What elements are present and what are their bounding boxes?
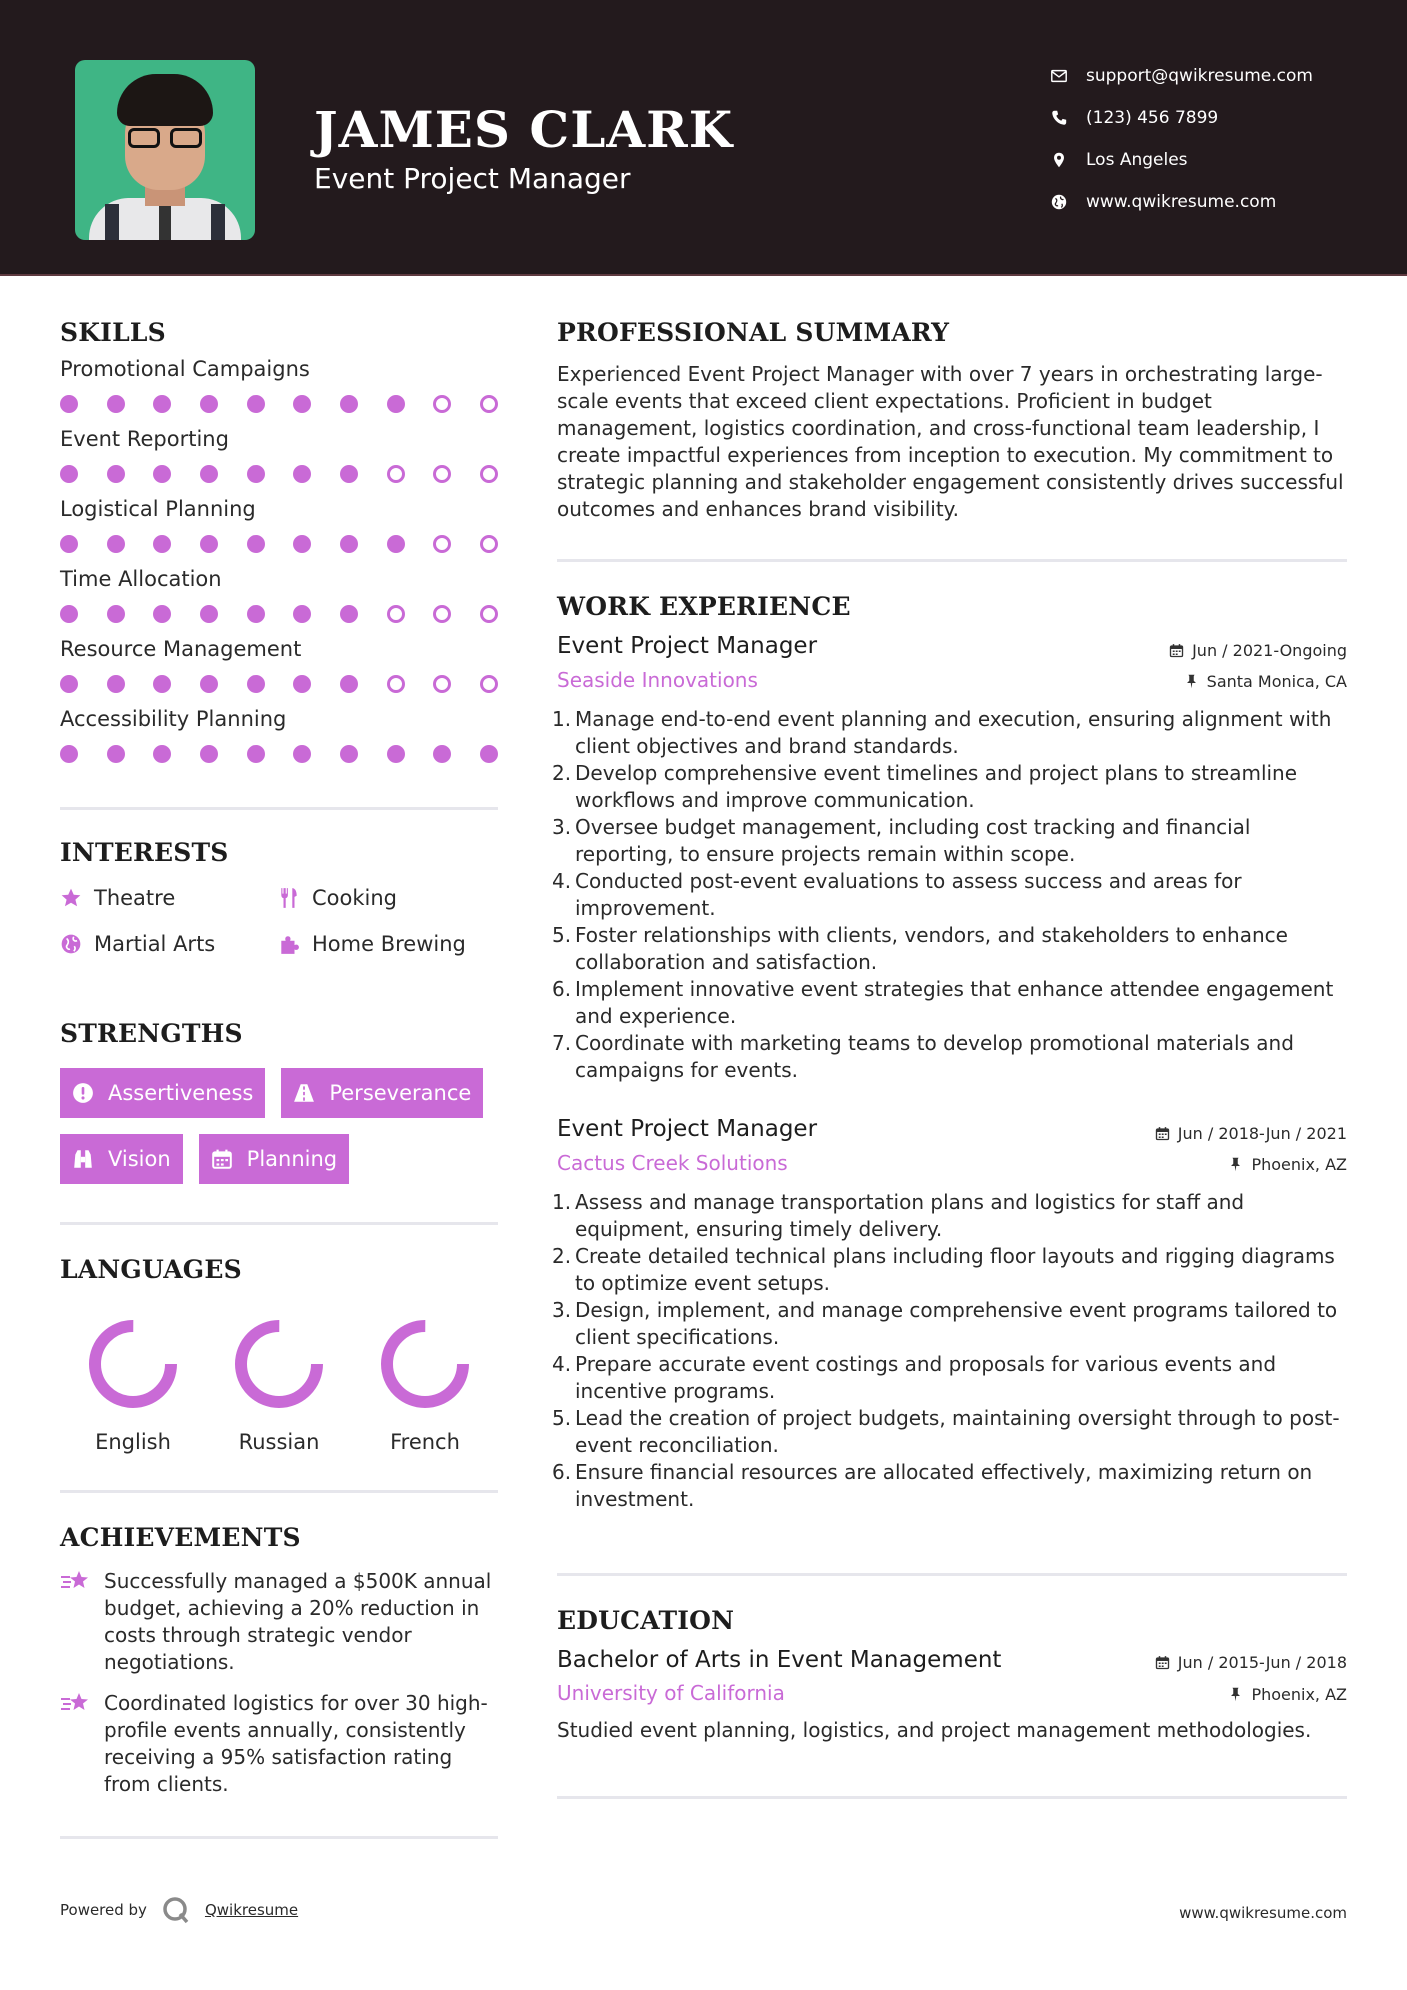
rating-dot-empty (433, 605, 451, 623)
job-location-text: Phoenix, AZ (1251, 1155, 1347, 1174)
language-label: Russian (238, 1430, 320, 1454)
rating-dot-filled (247, 675, 265, 693)
envelope-icon (1050, 67, 1068, 85)
education-school: University of California (557, 1681, 785, 1705)
phone-icon (1050, 109, 1068, 127)
language-item (352, 1316, 498, 1454)
qwikresume-logo-icon (161, 1895, 191, 1925)
rating-dot-filled (247, 395, 265, 413)
job-bullets (552, 1189, 1347, 1513)
skill-name: Resource Management (60, 637, 302, 661)
job-entry (552, 633, 1347, 1084)
rating-dot-filled (387, 745, 405, 763)
rating-dot-filled (153, 745, 171, 763)
rating-dot-filled (340, 535, 358, 553)
section-divider (557, 1796, 1347, 1799)
skill-name: Promotional Campaigns (60, 357, 310, 381)
rating-dot-filled (293, 535, 311, 553)
rating-dot-filled (200, 605, 218, 623)
job-bullet: 3. Design, implement, and manage comprehensive event programs tailored to client specifications. (552, 1298, 1338, 1349)
job-bullet: 4. Conducted post-event evaluations to assess success and areas for improvement. (552, 869, 1242, 920)
strength-tag (60, 1068, 265, 1118)
utensils-icon (278, 887, 300, 909)
strength-label: Planning (246, 1147, 338, 1171)
rating-dot-filled (60, 745, 78, 763)
interest-item (278, 931, 498, 957)
rating-dot-empty (387, 605, 405, 623)
shooting-star-icon (60, 1568, 94, 1594)
rating-dot-empty (433, 395, 451, 413)
work-title: WORK EXPERIENCE (557, 592, 851, 621)
section-divider (60, 807, 498, 810)
rating-dot-filled (293, 675, 311, 693)
rating-dot-filled (387, 535, 405, 553)
strengths-title: STRENGTHS (60, 1019, 243, 1048)
powered-by-label: Powered by (60, 1901, 147, 1919)
rating-dot-empty (387, 675, 405, 693)
rating-dot-empty (480, 605, 498, 623)
interest-item (60, 931, 278, 957)
pushpin-icon (1228, 1157, 1243, 1172)
contact-website-text: www.qwikresume.com (1086, 192, 1277, 212)
skill-rating (60, 465, 498, 483)
contact-phone[interactable] (1050, 97, 1380, 139)
rating-dot-empty (480, 675, 498, 693)
rating-dot-empty (387, 465, 405, 483)
education-dates-text: Jun / 2015-Jun / 2018 (1177, 1653, 1347, 1672)
globe-icon (1050, 193, 1068, 211)
section-divider (60, 1836, 498, 1839)
rating-dot-filled (340, 465, 358, 483)
rating-dot-filled (107, 675, 125, 693)
section-divider (557, 559, 1347, 562)
skill-rating (60, 605, 498, 623)
interest-item (60, 885, 278, 911)
rating-dot-filled (107, 465, 125, 483)
job-bullet: 2. Create detailed technical plans including floor layouts and rigging diagrams to optimize event setups. (552, 1244, 1335, 1295)
language-level-ring (377, 1316, 473, 1412)
interest-label: Home Brewing (312, 932, 466, 956)
rating-dot-empty (480, 395, 498, 413)
contact-email[interactable] (1050, 55, 1380, 97)
skill-rating (60, 395, 498, 413)
rating-dot-empty (433, 535, 451, 553)
skills-list (60, 357, 498, 763)
contact-website[interactable] (1050, 181, 1380, 223)
education-title: EDUCATION (557, 1606, 735, 1635)
skill-rating (60, 675, 498, 693)
rating-dot-filled (247, 745, 265, 763)
qwikresume-link[interactable]: Qwikresume (204, 1901, 299, 1919)
languages-title: LANGUAGES (60, 1255, 242, 1284)
education-degree: Bachelor of Arts in Event Management (557, 1647, 1002, 1673)
language-level-ring (85, 1316, 181, 1412)
rating-dot-filled (200, 675, 218, 693)
contact-email-text: support@qwikresume.com (1086, 66, 1313, 86)
job-company: Seaside Innovations (557, 668, 758, 692)
summary-text: Experienced Event Project Manager with over 7 years in orchestrating large-scale events that exceed client expectations. Proficient in budget management, logistics coordination, and cross-functional team leadership, I create impactful experiences from inception to execution. My commitment to strategic planning and stakeholder engagement consistently drives successful outcomes and enhances brand visibility. (557, 362, 1344, 521)
exclamation-circle-icon (72, 1082, 94, 1104)
education-entry (557, 1647, 1347, 1744)
strength-tag (60, 1134, 183, 1184)
job-bullets (552, 706, 1347, 1084)
pushpin-icon (1184, 674, 1199, 689)
job-title: Event Project Manager (557, 1116, 818, 1142)
rating-dot-filled (340, 675, 358, 693)
strengths-list (60, 1068, 498, 1184)
rating-dot-filled (60, 535, 78, 553)
job-bullet: 4. Prepare accurate event costings and proposals for various events and incentive programs. (552, 1352, 1277, 1403)
rating-dot-filled (153, 395, 171, 413)
footer-powered-by (60, 1895, 298, 1925)
job-company: Cactus Creek Solutions (557, 1151, 788, 1175)
job-bullet: 1. Manage end-to-end event planning and execution, ensuring alignment with client objectives and brand standards. (552, 707, 1332, 758)
binoculars-icon (72, 1148, 94, 1170)
job-bullet: 5. Foster relationships with clients, vendors, and stakeholders to enhance collaboration and satisfaction. (552, 923, 1288, 974)
contact-location (1050, 139, 1380, 181)
interest-label: Cooking (312, 886, 397, 910)
candidate-name: JAMES CLARK (314, 100, 734, 159)
rating-dot-filled (107, 395, 125, 413)
rating-dot-filled (200, 745, 218, 763)
rating-dot-filled (293, 395, 311, 413)
rating-dot-filled (480, 745, 498, 763)
job-location (1228, 1155, 1347, 1174)
skill-name: Logistical Planning (60, 497, 256, 521)
education-dates (1155, 1653, 1347, 1672)
section-divider (60, 1222, 498, 1225)
rating-dot-empty (433, 465, 451, 483)
achievement-text: Coordinated logistics for over 30 high-profile events annually, consistently receiving a 95% satisfaction rating from clients. (104, 1691, 488, 1796)
rating-dot-filled (293, 605, 311, 623)
section-divider (557, 1573, 1347, 1576)
rating-dot-filled (247, 535, 265, 553)
rating-dot-empty (480, 535, 498, 553)
job-bullet: 2. Develop comprehensive event timelines and project plans to streamline workflows and improve communication. (552, 761, 1298, 812)
rating-dot-filled (340, 745, 358, 763)
skill-name: Accessibility Planning (60, 707, 287, 731)
footer-website[interactable]: www.qwikresume.com (1179, 1904, 1347, 1922)
shooting-star-icon (60, 1690, 94, 1716)
interest-item (278, 885, 498, 911)
rating-dot-filled (200, 465, 218, 483)
language-item (206, 1316, 352, 1454)
location-pin-icon (1050, 151, 1068, 169)
job-title: Event Project Manager (557, 633, 818, 659)
profile-photo (75, 60, 255, 240)
job-location (1184, 672, 1347, 691)
left-column (60, 318, 498, 1839)
job-bullet: 6. Ensure financial resources are allocated effectively, maximizing return on investment. (552, 1460, 1313, 1511)
job-dates-text: Jun / 2018-Jun / 2021 (1177, 1124, 1347, 1143)
rating-dot-filled (387, 395, 405, 413)
candidate-role: Event Project Manager (314, 162, 631, 195)
job-dates-text: Jun / 2021-Ongoing (1192, 641, 1347, 660)
skills-title: SKILLS (60, 318, 166, 347)
language-label: French (390, 1430, 460, 1454)
interest-label: Martial Arts (94, 932, 216, 956)
job-dates (1155, 1124, 1347, 1143)
rating-dot-filled (433, 745, 451, 763)
achievements-title: ACHIEVEMENTS (60, 1523, 301, 1552)
education-description: Studied event planning, logistics, and project management methodologies. (557, 1718, 1312, 1742)
languages-list (60, 1316, 498, 1454)
skill-rating (60, 745, 498, 763)
contact-location-text: Los Angeles (1086, 150, 1188, 170)
job-bullet: 5. Lead the creation of project budgets, maintaining oversight through to post-event reconciliation. (552, 1406, 1340, 1457)
contact-list (1050, 55, 1380, 223)
star-icon (60, 887, 82, 909)
rating-dot-filled (340, 395, 358, 413)
rating-dot-filled (107, 745, 125, 763)
interests-title: INTERESTS (60, 838, 229, 867)
achievement-item (60, 1568, 498, 1676)
language-label: English (95, 1430, 171, 1454)
job-bullet: 3. Oversee budget management, including cost tracking and financial reporting, to ensure projects remain within scope. (552, 815, 1251, 866)
interest-label: Theatre (94, 886, 176, 910)
calendar-icon (1155, 1126, 1170, 1141)
language-item (60, 1316, 206, 1454)
strength-tag (199, 1134, 349, 1184)
rating-dot-empty (433, 675, 451, 693)
education-location-text: Phoenix, AZ (1251, 1685, 1347, 1704)
strength-tag (281, 1068, 483, 1118)
skill-name: Event Reporting (60, 427, 229, 451)
interests-list (60, 885, 498, 957)
rating-dot-filled (200, 535, 218, 553)
language-level-ring (231, 1316, 327, 1412)
puzzle-icon (278, 933, 300, 955)
rating-dot-filled (340, 605, 358, 623)
job-bullet: 1. Assess and manage transportation plans and logistics for staff and equipment, ensuring timely delivery. (552, 1190, 1245, 1241)
rating-dot-filled (153, 535, 171, 553)
job-entry (552, 1116, 1347, 1513)
rating-dot-filled (153, 675, 171, 693)
rating-dot-filled (153, 465, 171, 483)
rating-dot-filled (60, 675, 78, 693)
skill-rating (60, 535, 498, 553)
strength-label: Assertiveness (108, 1081, 254, 1105)
calendar-icon (1169, 643, 1184, 658)
rating-dot-filled (60, 605, 78, 623)
calendar-icon (211, 1148, 233, 1170)
rating-dot-filled (107, 535, 125, 553)
pushpin-icon (1228, 1687, 1243, 1702)
contact-phone-text: (123) 456 7899 (1086, 108, 1219, 128)
job-location-text: Santa Monica, CA (1206, 672, 1347, 691)
job-dates (1169, 641, 1347, 660)
right-column (552, 318, 1347, 1799)
section-divider (60, 1490, 498, 1493)
rating-dot-filled (247, 605, 265, 623)
rating-dot-filled (60, 395, 78, 413)
road-icon (293, 1082, 315, 1104)
job-bullet: 6. Implement innovative event strategies that enhance attendee engagement and experience. (552, 977, 1334, 1028)
rating-dot-filled (247, 465, 265, 483)
achievement-item (60, 1690, 498, 1798)
rating-dot-filled (200, 395, 218, 413)
rating-dot-filled (107, 605, 125, 623)
rating-dot-empty (480, 465, 498, 483)
rating-dot-filled (60, 465, 78, 483)
globe-icon (60, 933, 82, 955)
job-bullet: 7. Coordinate with marketing teams to develop promotional materials and campaigns for events. (552, 1031, 1294, 1082)
summary-title: PROFESSIONAL SUMMARY (557, 318, 950, 347)
rating-dot-filled (293, 465, 311, 483)
strength-label: Vision (108, 1147, 171, 1171)
rating-dot-filled (293, 745, 311, 763)
achievement-text: Successfully managed a $500K annual budget, achieving a 20% reduction in costs through strategic vendor negotiations. (104, 1569, 492, 1674)
calendar-icon (1155, 1655, 1170, 1670)
strength-label: Perseverance (329, 1081, 472, 1105)
skill-name: Time Allocation (60, 567, 222, 591)
rating-dot-filled (153, 605, 171, 623)
education-location (1228, 1685, 1347, 1704)
resume-header (0, 0, 1407, 276)
